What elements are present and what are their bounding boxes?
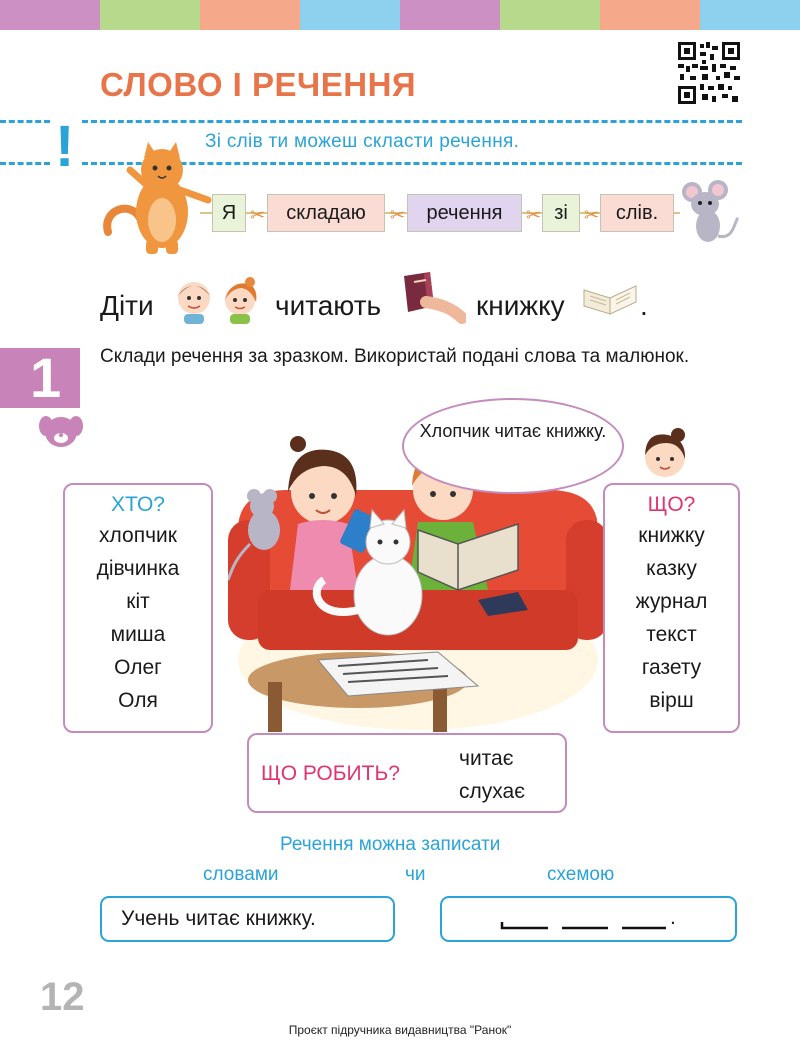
girl-face-icon xyxy=(640,425,690,483)
stripe-segment xyxy=(700,0,800,30)
or-label: чи xyxy=(405,864,426,885)
sample-period: . xyxy=(640,290,648,321)
who-word-box xyxy=(63,483,213,733)
page-title: СЛОВО І РЕЧЕННЯ xyxy=(100,66,417,103)
exercise-number: 1 xyxy=(0,348,80,408)
stripe-segment xyxy=(500,0,600,30)
dashed-line-top xyxy=(82,120,742,123)
speech-bubble: Хлопчик читає книжку. xyxy=(402,398,624,494)
who-word: кіт xyxy=(126,590,150,613)
what-word: журнал xyxy=(635,590,708,613)
does-word: слухає xyxy=(459,780,525,803)
footer-text: Проєкт підручника видавництва "Ранок" xyxy=(288,1023,512,1037)
what-word: книжку xyxy=(638,524,705,547)
sentence-scheme xyxy=(500,914,670,934)
does-word: читає xyxy=(459,747,514,770)
who-word: Олег xyxy=(114,656,162,679)
stripe-segment xyxy=(0,0,100,30)
who-word: дівчинка xyxy=(96,557,180,580)
what-word-box xyxy=(603,483,740,733)
scheme-period: . xyxy=(670,906,676,929)
what-word: текст xyxy=(646,623,697,646)
exclamation-mark: ! xyxy=(55,114,75,179)
who-word: миша xyxy=(110,623,166,646)
does-word-box xyxy=(247,733,567,813)
exercise-task: Склади речення за зразком. Використай подані слова та малюнок. xyxy=(100,346,690,367)
what-word: газету xyxy=(641,656,702,679)
scheme-label: схемою xyxy=(547,864,615,885)
bow-knot-icon: ✂ xyxy=(584,205,600,225)
dashed-line-bottom xyxy=(0,162,50,165)
sentence-example-box xyxy=(100,896,395,942)
who-header: ХТО? xyxy=(111,493,165,516)
does-header: ЩО РОБИТЬ? xyxy=(261,762,400,785)
writing-heading: Речення можна записати xyxy=(280,834,501,855)
chain-word-1: Я xyxy=(212,194,246,232)
stripe-segment xyxy=(400,0,500,30)
children-picture xyxy=(170,276,265,324)
rule-text: Зі слів ти можеш скласти речення. xyxy=(205,131,520,152)
dashed-line-top xyxy=(0,120,50,123)
cat-illustration xyxy=(100,140,215,255)
bow-knot-icon: ✂ xyxy=(526,205,542,225)
stripe-segment xyxy=(200,0,300,30)
sample-word: книжку xyxy=(476,290,565,321)
who-word: Оля xyxy=(118,689,158,712)
chain-word-5: слів. xyxy=(600,194,674,232)
what-word: вірш xyxy=(649,689,694,712)
stripe-segment xyxy=(100,0,200,30)
chain-word-2: складаю xyxy=(267,194,385,232)
bow-knot-icon: ✂ xyxy=(250,205,266,225)
stripe-segment xyxy=(300,0,400,30)
what-word: казку xyxy=(646,557,697,580)
top-color-stripe xyxy=(0,0,800,30)
what-header: ЩО? xyxy=(647,493,696,516)
scheme-example-box xyxy=(440,896,737,942)
bow-knot-icon: ✂ xyxy=(390,205,406,225)
words-label: словами xyxy=(203,864,279,885)
stripe-segment xyxy=(600,0,700,30)
reading-book-picture xyxy=(400,268,466,324)
qr-code-icon[interactable] xyxy=(678,42,740,104)
chain-word-3: речення xyxy=(407,194,522,232)
who-word: хлопчик xyxy=(99,524,177,547)
chain-word-4: зі xyxy=(542,194,580,232)
open-book-picture xyxy=(580,280,640,316)
sample-word: Діти xyxy=(100,290,154,321)
sentence-example: Учень читає книжку. xyxy=(121,907,316,930)
mouse-illustration xyxy=(678,178,740,248)
page-number: 12 xyxy=(40,975,85,1019)
sample-word: читають xyxy=(275,290,382,321)
dog-icon xyxy=(38,410,84,450)
